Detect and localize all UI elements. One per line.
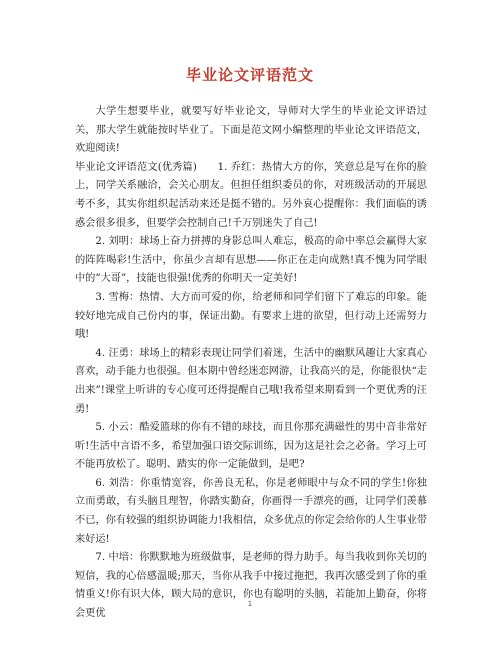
paragraph-3: 3. 雪梅：热情、大方而可爱的你，给老师和同学们留下了难忘的印象。能较好地完成自己份内的事，保证出勤。有要求上进的欲望，但行动上还需努力哦! [75,291,427,341]
paragraph-6: 6. 刘浩：你重情宽容，你善良无私，你是老师眼中与众不同的学生!你独立而勇敢，有头脑且理智，你踏实勤奋，你画得一手漂亮的画，让同学们羡慕不已，你有较强的组织协调能力!我相信，众多优点的你定会给你的人生事业带来好运! [75,477,427,545]
paragraph-4: 4. 汪勇：球场上的精彩表现让同学们着迷，生活中的幽默风趣让大家真心喜欢，动手能力也很强。但本期中曾经迷恋网游，让我高兴的是，你能很快“走出来”!课堂上听讲的专心度可还得提醒自己哦!我希望来期看到一个更优秀的汪勇! [75,347,427,415]
intro-paragraph: 大学生想要毕业，就要写好毕业论文，导师对大学生的毕业论文评语过关，那大学生就能按时毕业了。下面是范文网小编整理的毕业论文评语范文，欢迎阅读! [75,106,427,155]
document-body [75,103,427,624]
paragraph-7: 7. 中培：你默默地为班级做事，是老师的得力助手。每当我收到你关切的短信，我的心倍感温暖;那天，当你从我手中接过拖把，我再次感受到了你的重情重义!你有识大体，顾大局的意识，你也有聪明的头脑，若能加上勤奋，你将会更优 [75,552,427,620]
paragraph-5: 5. 小云：酷爱篮球的你有不错的球技，而且你那充满磁性的男中音非常好听!生活中言语不多，希望加强口语交际训练，因为这是社会之必备。学习上可不能再放松了。聪明、踏实的你一定能做到，是吧? [75,422,427,471]
page-number: 1 [247,600,253,608]
paragraph-1: 毕业论文评语范文(优秀篇) 1. 乔红：热情大方的你，笑意总是写在你的脸上，同学关系融洽，会关心朋友。但担任组织委员的你，对班级活动的开展思考不多，其实你组织起活动来还是挺不错的。另外哀心提醒你：我们面临的诱惑会很多很多，但要学会控制自己!千万别迷失了自己! [75,161,427,229]
paragraph-2: 2. 刘明：球场上奋力拼搏的身影总叫人难忘，极高的命中率总会赢得大家的阵阵喝彩!生活中，你虽少言却有思想——你正在走向成熟!真不愧为同学眼中的”大哥”，技能也很强!优秀的你明天一定美好! [75,236,427,285]
page-title: 毕业论文评语范文 [185,66,314,84]
